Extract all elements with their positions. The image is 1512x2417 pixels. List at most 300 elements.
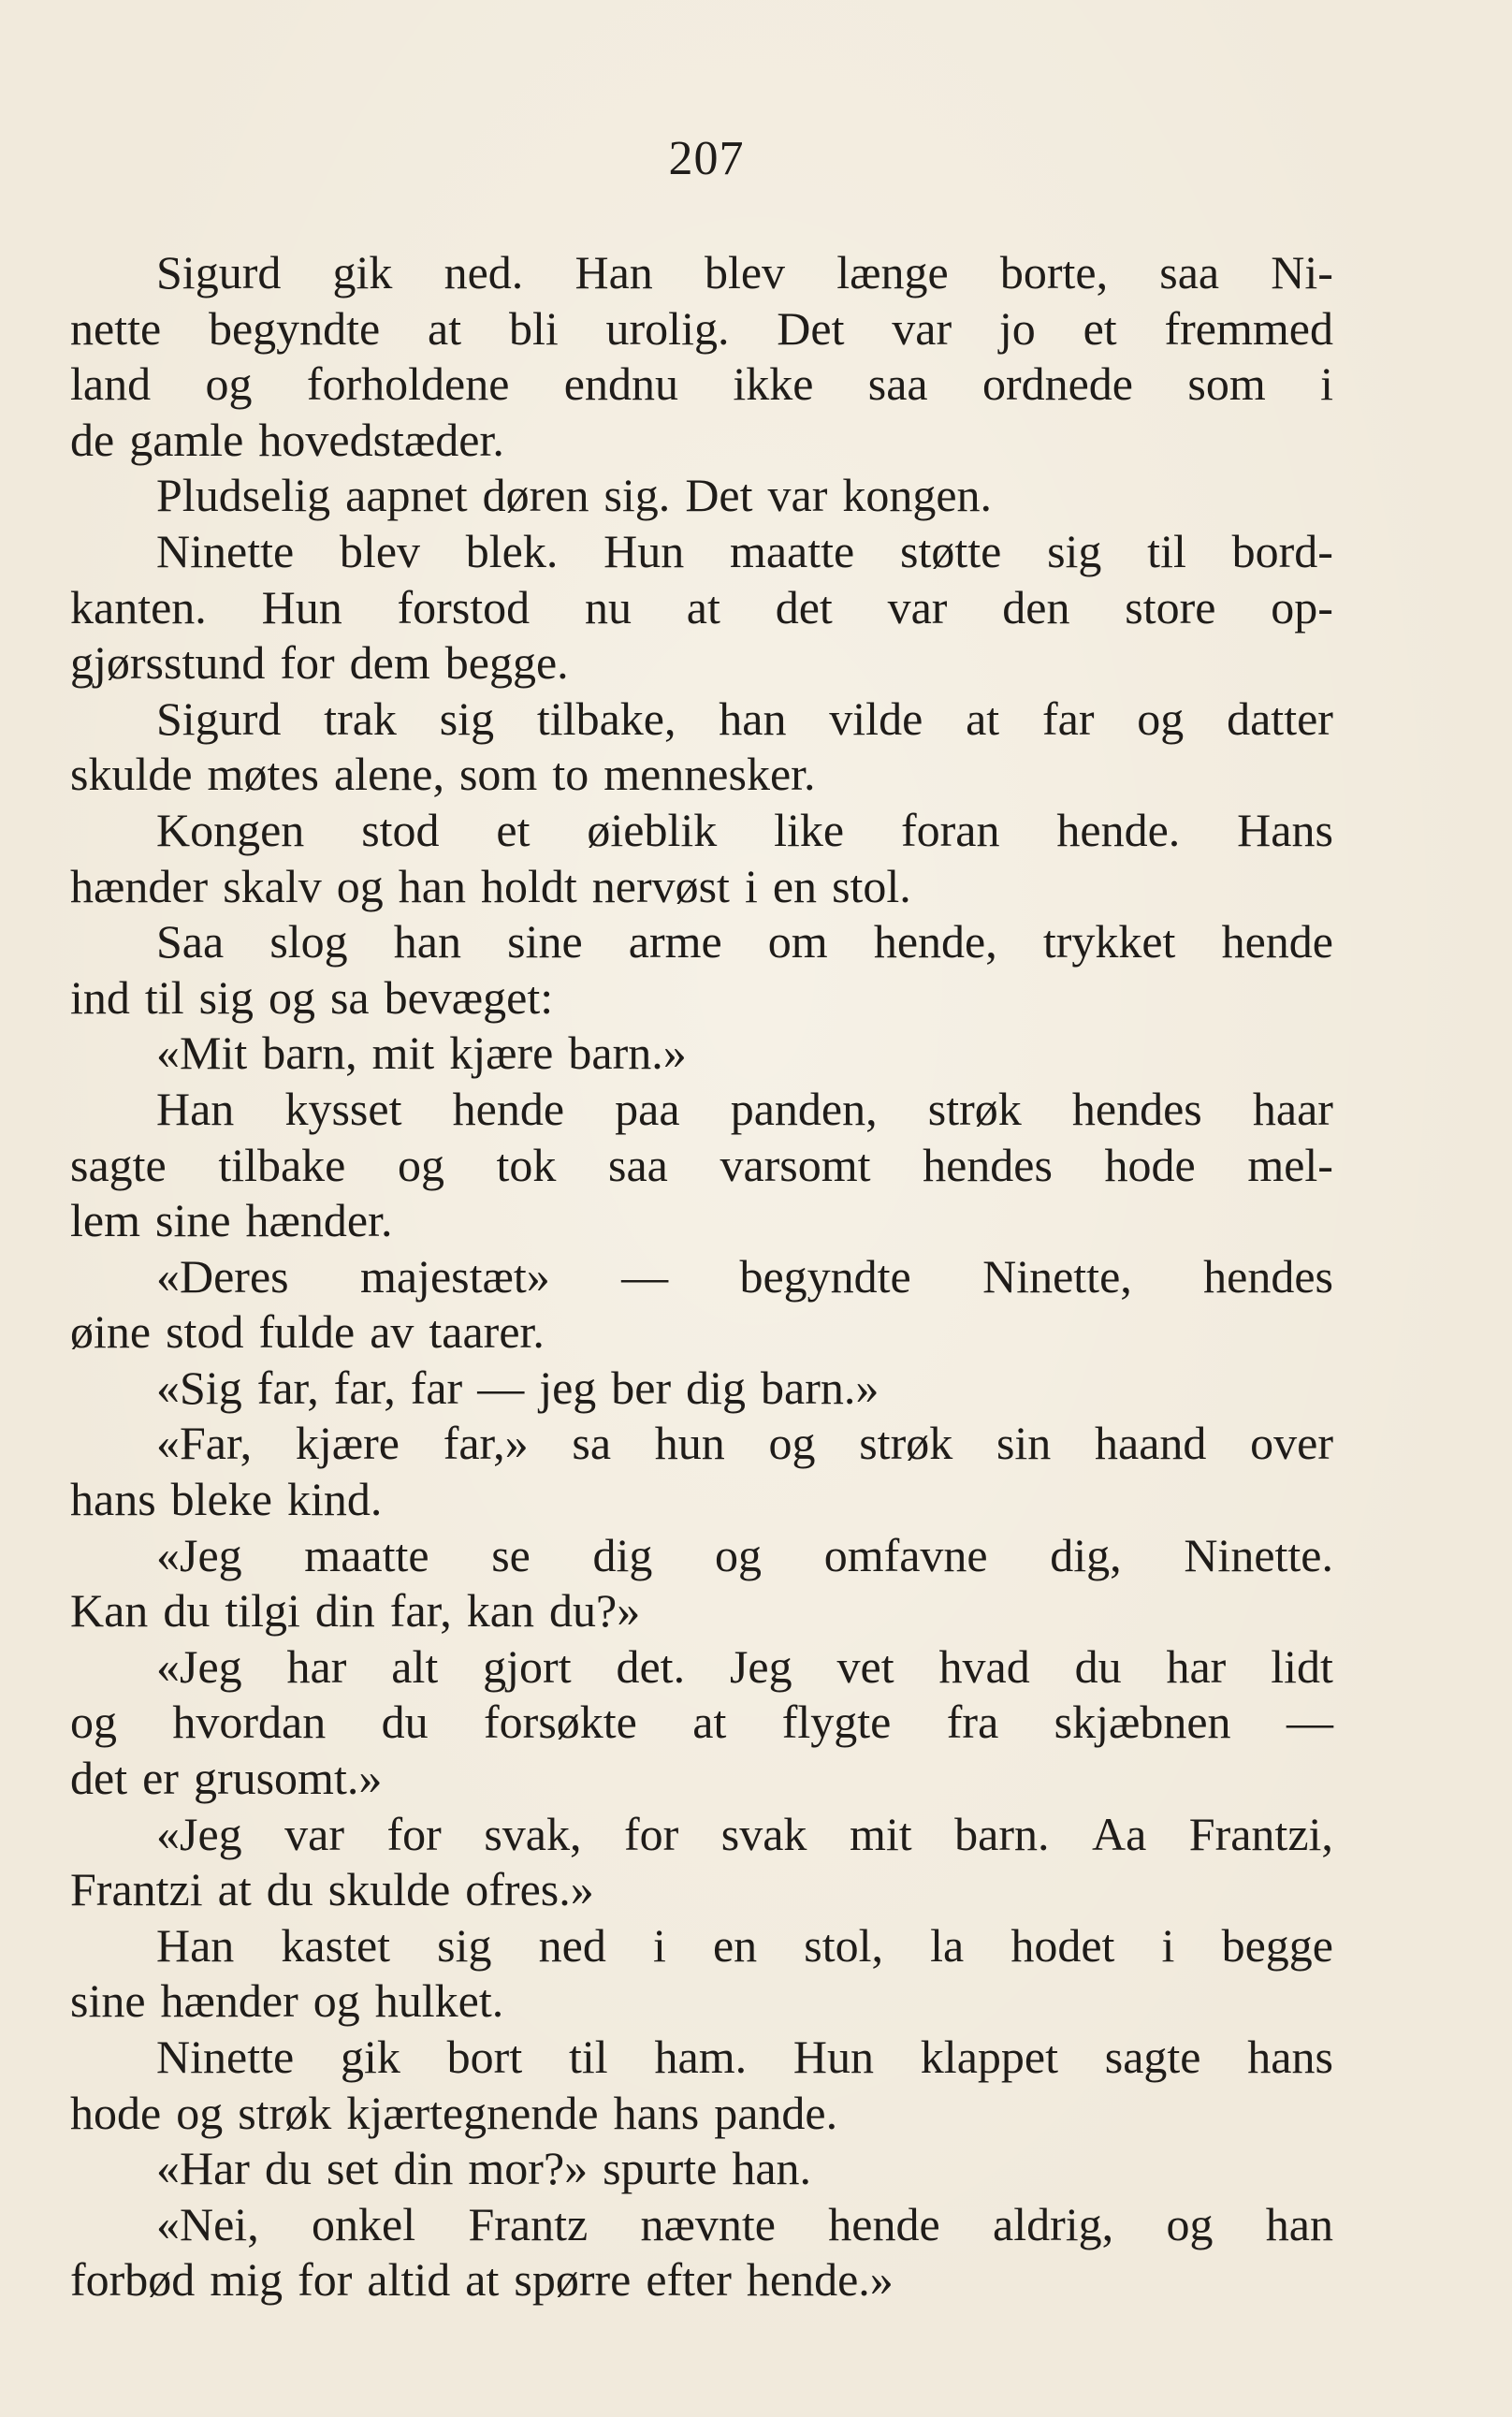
word: gik (340, 2031, 400, 2083)
word: Frantzi (70, 1863, 203, 1916)
word: «Far, (156, 1417, 253, 1470)
word: hænder. (245, 1194, 393, 1247)
word: hendes (1203, 1249, 1333, 1303)
word: og (1166, 2197, 1214, 2250)
word: «Nei, (156, 2197, 259, 2250)
word: varsomt (720, 1138, 871, 1191)
word: han. (732, 2142, 812, 2195)
word: barn. (954, 1807, 1050, 1860)
word: begyndte (208, 301, 381, 355)
word: Aa (1091, 1807, 1147, 1860)
word: foran (901, 803, 1000, 856)
text-line (70, 1249, 1333, 1305)
word: bleke (170, 1473, 272, 1526)
word: sa (329, 970, 370, 1024)
word: — (1286, 1696, 1333, 1749)
text-line (70, 2086, 1333, 2142)
word: kjære (449, 1026, 554, 1080)
text-line (70, 245, 1333, 301)
word: se (491, 1528, 531, 1581)
word: blev (339, 524, 421, 577)
text-line (70, 1807, 1333, 1863)
text-line (70, 580, 1333, 636)
text-line (70, 301, 1333, 357)
word: stol. (832, 859, 911, 912)
word: far, (256, 1361, 319, 1414)
text-line (70, 413, 1333, 469)
word: grusomt.» (193, 1752, 383, 1805)
word: Frantzi, (1188, 1807, 1333, 1860)
word: har (286, 1639, 347, 1693)
word: aldrig, (993, 2197, 1114, 2250)
word: to (552, 748, 589, 801)
word: far (1041, 692, 1095, 745)
word: blev (704, 246, 786, 298)
word: et (496, 803, 531, 856)
word: og (176, 2086, 224, 2139)
word: kjære (295, 1417, 400, 1470)
word: at (465, 2253, 500, 2307)
word: «Jeg (156, 1528, 242, 1581)
word: hans (70, 1473, 156, 1526)
word: Frantz (468, 2197, 589, 2250)
word: nu (584, 580, 632, 633)
word: øine (70, 1305, 152, 1359)
word: ned. (443, 246, 524, 298)
word: din (314, 1584, 375, 1638)
word: ber (611, 1361, 672, 1414)
word: sig (1047, 524, 1102, 577)
word: hendes (923, 1138, 1053, 1191)
word: hovedstæder. (258, 413, 504, 466)
word: trak (324, 692, 397, 745)
word: Sigurd (156, 246, 282, 298)
word: fulde (258, 1305, 356, 1359)
word: din (393, 2142, 454, 2195)
word: hænder (70, 859, 209, 912)
word: du?» (549, 1584, 641, 1638)
word: Saa (156, 915, 225, 968)
word: Hun (603, 524, 685, 577)
word: gjørsstund (70, 636, 266, 690)
word: dem (349, 636, 430, 690)
word: «Har (156, 2142, 250, 2195)
word: gjort (483, 1639, 572, 1693)
word: mennesker. (603, 748, 816, 801)
word: skulde (70, 748, 193, 801)
word: i (1320, 357, 1333, 411)
word: for (623, 1807, 679, 1860)
word: en (772, 859, 818, 912)
word: han (393, 915, 461, 968)
word: han (719, 692, 787, 745)
word: kanten. (70, 580, 207, 633)
text-line (70, 914, 1333, 970)
word: længe (836, 246, 949, 298)
word: Ninette, (982, 1249, 1132, 1303)
word: flygte (781, 1696, 892, 1749)
word: tilbake, (536, 692, 676, 745)
text-line (70, 970, 1333, 1026)
word: endnu (563, 357, 678, 411)
word: var (892, 301, 952, 355)
word: i (744, 859, 758, 912)
word: slog (269, 915, 348, 968)
word: og (768, 1417, 816, 1470)
text-line (70, 803, 1333, 859)
word: Han (156, 1918, 235, 1972)
word: set (326, 2142, 379, 2195)
word: dig (686, 1361, 747, 1414)
word: — (477, 1361, 525, 1414)
word: forholdene (306, 357, 510, 411)
word: hvad (938, 1639, 1030, 1693)
word: du (266, 1863, 313, 1916)
word: alene, (333, 748, 444, 801)
word: et (1083, 301, 1117, 355)
word: nævnte (640, 2197, 776, 2250)
word: om (767, 915, 828, 968)
word: sagte (1104, 2031, 1201, 2083)
word: strøk (859, 1417, 953, 1470)
word: hende (828, 2197, 940, 2250)
word: Han (156, 1082, 235, 1135)
word: at (686, 580, 720, 633)
word: og (336, 859, 384, 912)
word: han (398, 859, 466, 912)
word: sig (439, 692, 495, 745)
word: kastet (281, 1918, 391, 1972)
word: mel- (1247, 1138, 1333, 1191)
word: sig (198, 970, 254, 1024)
word: borte, (999, 246, 1109, 298)
word: jeg (539, 1361, 597, 1414)
word: nervøst (591, 859, 730, 912)
word: at (966, 692, 1000, 745)
word: holdt (480, 859, 577, 912)
text-line (70, 692, 1333, 748)
text-line (70, 1918, 1333, 1974)
word: arme (628, 915, 722, 968)
word: for (386, 1807, 442, 1860)
text-line (70, 1639, 1333, 1696)
text-line (70, 1026, 1333, 1082)
word: mor?» (468, 2142, 589, 2195)
word: kysset (284, 1082, 402, 1135)
word: og (715, 1528, 763, 1581)
word: forbød (70, 2253, 196, 2307)
text-line (70, 2252, 1333, 2308)
word: land (70, 357, 152, 411)
word: var (284, 1807, 344, 1860)
word: dig (592, 1528, 653, 1581)
word: «Jeg (156, 1639, 242, 1693)
word: strøk (238, 2086, 332, 2139)
text-line (70, 1138, 1333, 1194)
word: hendes (1071, 1082, 1202, 1135)
word: Ninette. (1184, 1528, 1333, 1581)
word: en (712, 1918, 758, 1972)
word: mit (371, 1026, 435, 1080)
word: onkel (312, 2197, 416, 2250)
text-line (70, 1361, 1333, 1417)
word: sagte (70, 1138, 167, 1191)
word: Hun (792, 2031, 874, 2083)
word: døren (482, 469, 589, 522)
text-line (70, 1472, 1333, 1528)
word: saa (1159, 246, 1220, 298)
text-line (70, 1304, 1333, 1361)
word: at (692, 1696, 727, 1749)
word: du (381, 1696, 429, 1749)
text-line (70, 1583, 1333, 1639)
word: mig (210, 2253, 284, 2307)
word: altid (367, 2253, 451, 2307)
word: sig (437, 1918, 492, 1972)
word: var (767, 469, 828, 522)
word: forstod (397, 580, 531, 633)
text-line (70, 2030, 1333, 2086)
word: som (1187, 357, 1266, 411)
word: Sigurd (156, 692, 282, 745)
word: svak (720, 1807, 807, 1860)
word: hodet (1010, 1918, 1115, 1972)
text-line (70, 357, 1333, 413)
word: bort (446, 2031, 523, 2083)
word: svak, (484, 1807, 582, 1860)
word: har (1166, 1639, 1227, 1693)
word: like (774, 803, 845, 856)
text-line (70, 1416, 1333, 1472)
word: dig, (1050, 1528, 1122, 1581)
word: møtes (207, 748, 319, 801)
word: lidt (1271, 1639, 1333, 1693)
word: jo (998, 301, 1036, 355)
text-line (70, 1082, 1333, 1138)
word: far,» (443, 1417, 529, 1470)
word: klappet (920, 2031, 1058, 2083)
word: hans (1247, 2031, 1333, 2083)
word: saa (608, 1138, 668, 1191)
word: den (1002, 580, 1070, 633)
word: efter (646, 2253, 732, 2307)
word: spurte (603, 2142, 718, 2195)
word: kjærtegnende (346, 2086, 599, 2139)
word: bli (508, 301, 559, 355)
word: han (1265, 2197, 1333, 2250)
word: hvordan (172, 1696, 327, 1749)
word: kan (466, 1584, 534, 1638)
word: la (930, 1918, 965, 1972)
word: gamle (129, 413, 244, 466)
word: sa (572, 1417, 612, 1470)
word: ikke (733, 357, 814, 411)
text-line (70, 2197, 1333, 2253)
word: maatte (729, 524, 855, 577)
word: hende, (873, 915, 997, 968)
word: skjæbnen (1054, 1696, 1231, 1749)
word: hulket. (374, 1974, 504, 2028)
word: ordnede (981, 357, 1134, 411)
word: trykket (1042, 915, 1176, 968)
word: i (652, 1918, 666, 1972)
word: at (217, 1863, 252, 1916)
word: er (142, 1752, 179, 1805)
word: av (370, 1305, 414, 1359)
word: panden, (730, 1082, 878, 1135)
word: ham. (654, 2031, 748, 2083)
word: strøk (927, 1082, 1022, 1135)
text-line (70, 1862, 1333, 1918)
word: Kan (70, 1584, 149, 1638)
word: ofres.» (465, 1863, 594, 1916)
text-line (70, 1751, 1333, 1807)
word: store (1125, 580, 1216, 633)
word: barn.» (568, 1026, 687, 1080)
word: sin (996, 1417, 1052, 1470)
word: og (397, 1138, 444, 1191)
word: til (569, 2031, 608, 2083)
word: blek. (465, 524, 559, 577)
word: for (280, 636, 335, 690)
word: spørre (514, 2253, 632, 2307)
word: Det (777, 301, 845, 355)
word: ned (538, 1918, 606, 1972)
word: og (313, 1974, 360, 2028)
word: vet (836, 1639, 894, 1693)
word: til (1147, 524, 1186, 577)
word: det (775, 580, 833, 633)
word: skalv (223, 859, 322, 912)
word: «Deres (156, 1249, 289, 1303)
word: haar (1252, 1082, 1333, 1135)
word: Hun (261, 580, 342, 633)
word: bevæget: (384, 970, 554, 1024)
word: barn, (262, 1026, 357, 1080)
word: pande. (714, 2086, 838, 2139)
word: Pludselig (156, 469, 331, 522)
word: og (1137, 692, 1185, 745)
page-number: 207 (668, 132, 745, 185)
text-line (70, 468, 1333, 524)
word: vilde (829, 692, 923, 745)
word: bord- (1231, 524, 1333, 577)
word: øieblik (587, 803, 718, 856)
word: hende (1221, 915, 1333, 968)
word: sine (507, 915, 583, 968)
word: hans (613, 2086, 700, 2139)
word: hode (1104, 1138, 1196, 1191)
word: — (621, 1249, 669, 1303)
word: stod (361, 803, 440, 856)
word: du (264, 2142, 312, 2195)
word: forsøkte (484, 1696, 637, 1749)
text-line (70, 859, 1333, 915)
word: Ninette (156, 2031, 295, 2083)
word: begyndte (739, 1249, 911, 1303)
word: og (70, 1696, 117, 1749)
word: «Sig (156, 1361, 242, 1414)
word: skulde (327, 1863, 451, 1916)
word: far, (389, 1584, 452, 1638)
word: i (1161, 1918, 1175, 1972)
text-line (70, 2141, 1333, 2197)
word: Kongen (156, 803, 305, 856)
word: som (458, 748, 538, 801)
word: hende.» (746, 2253, 894, 2307)
word: ind (70, 970, 130, 1024)
word: støtte (899, 524, 1002, 577)
word: far (410, 1361, 463, 1414)
word: omfavne (823, 1528, 988, 1581)
word: det. (616, 1639, 686, 1693)
word: Hans (1237, 803, 1333, 856)
word: Ni- (1271, 246, 1333, 298)
word: hende. (1056, 803, 1181, 856)
word: saa (867, 357, 928, 411)
word: hænder (160, 1974, 298, 2028)
text-line (70, 1973, 1333, 2030)
word: det (70, 1752, 128, 1805)
word: paa (615, 1082, 680, 1135)
word: til (144, 970, 184, 1024)
word: kongen. (842, 469, 993, 522)
word: aapnet (345, 469, 468, 522)
text-line (70, 635, 1333, 692)
word: de (70, 413, 115, 466)
word: og (268, 970, 315, 1024)
word: og (205, 357, 253, 411)
word: gik (332, 246, 393, 298)
word: mit (849, 1807, 912, 1860)
body-text (70, 245, 1333, 2308)
text-line (70, 524, 1333, 580)
word: fremmed (1164, 301, 1333, 355)
word: datter (1227, 692, 1333, 745)
word: urolig. (605, 301, 730, 355)
word: Han (574, 246, 653, 298)
word: haand (1095, 1417, 1207, 1470)
word: taarer. (429, 1305, 545, 1359)
word: «Mit (156, 1026, 248, 1080)
word: du (163, 1584, 211, 1638)
word: for (298, 2253, 353, 2307)
word: sig. (603, 469, 671, 522)
word: hende (452, 1082, 565, 1135)
word: maatte (304, 1528, 429, 1581)
word: tilgi (225, 1584, 300, 1638)
word: barn.» (761, 1361, 880, 1414)
word: kind. (286, 1473, 383, 1526)
word: sine (70, 1974, 146, 2028)
text-line (70, 1528, 1333, 1584)
word: fra (946, 1696, 999, 1749)
word: du (1074, 1639, 1122, 1693)
word: at (428, 301, 462, 355)
word: alt (391, 1639, 439, 1693)
word: over (1250, 1417, 1333, 1470)
word: lem (70, 1194, 140, 1247)
text-line (70, 1193, 1333, 1249)
word: var (887, 580, 948, 633)
word: hun (654, 1417, 725, 1470)
word: op- (1271, 580, 1333, 633)
word: «Jeg (156, 1807, 242, 1860)
word: far, (333, 1361, 396, 1414)
text-line (70, 747, 1333, 803)
word: Ninette (156, 524, 295, 577)
word: nette (70, 301, 162, 355)
